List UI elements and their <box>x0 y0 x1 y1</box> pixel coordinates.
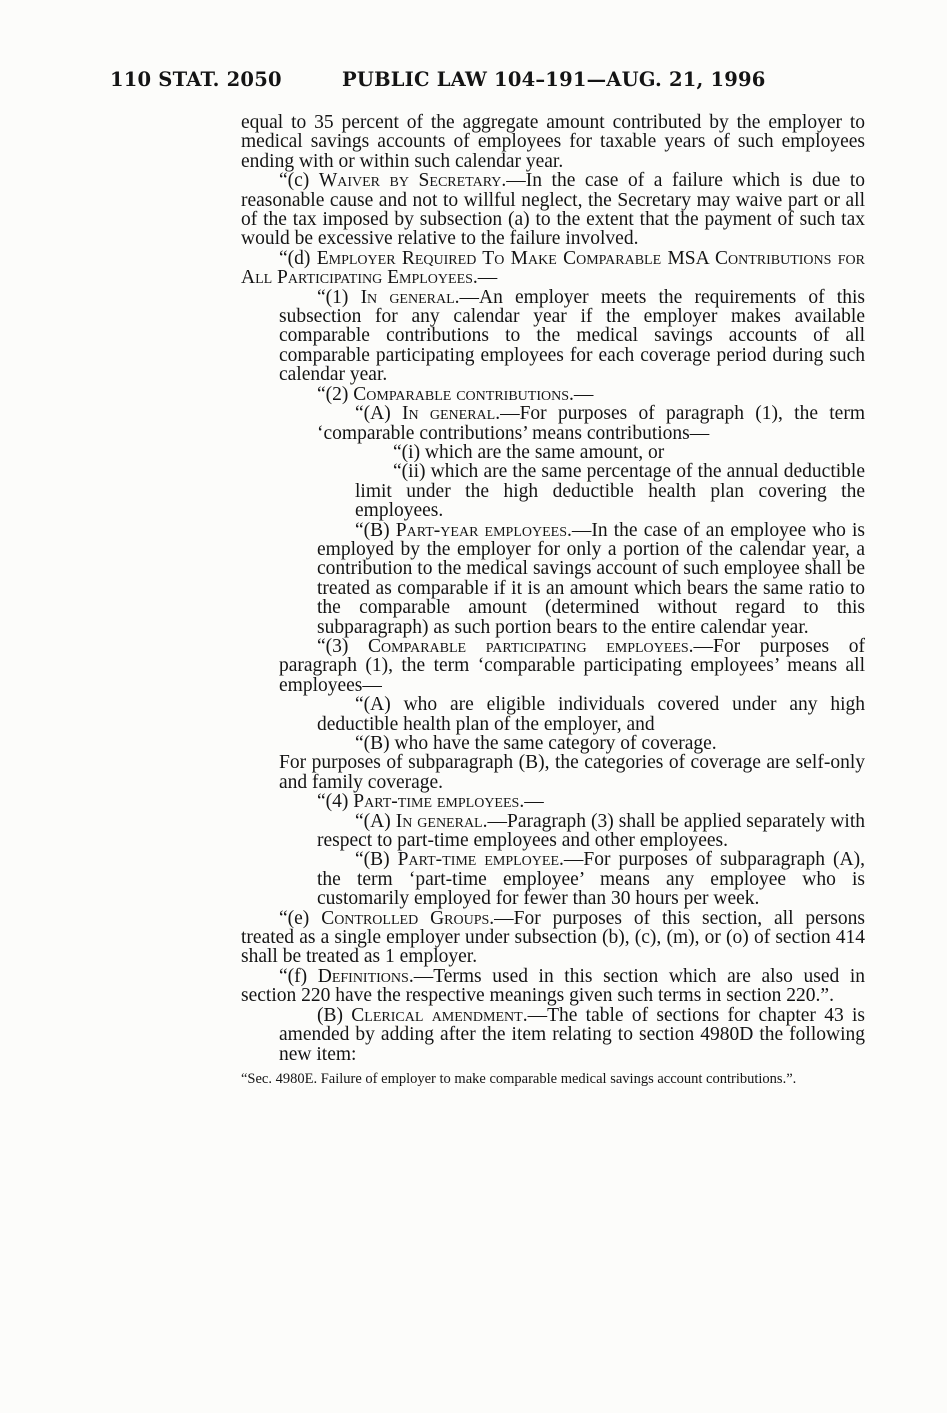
amendment-heading: Clerical amendment <box>351 1004 523 1026</box>
subsection-heading: Waiver by Secretary <box>318 170 502 192</box>
subsection-f: “(f) Definitions.—Terms used in this section which are also used in section 220 have the respective meanings given such terms in section 220.”. <box>241 965 866 1007</box>
paragraph-continuation: equal to 35 percent of the aggregate amount contributed by the employer to medical savings accounts of employees for taxable years of such employees ending with or within such calendar year. <box>241 112 865 172</box>
subparagraph-heading: Part-time employee <box>397 849 560 871</box>
subparagraph-d4B: “(B) Part-time employee.—For purposes of subparagraph (A), the term ‘part-time employee’ means any employee who is customarily employed for fewer than 30 hours per week. <box>317 849 865 910</box>
subparagraph-heading: Part-year employees <box>395 519 567 541</box>
paragraph-d1: “(1) In general.—An employer meets the requirements of this subsection for any calendar year if the employer makes available comparable contributions to the medical savings accounts of all comparable participating employees for each coverage period during such calendar year. <box>279 286 865 386</box>
subparagraph-d3A: “(A) who are eligible individuals covered under any high deductible health plan of the employer, and <box>317 694 865 735</box>
paragraph-heading: In general <box>360 286 455 308</box>
paragraph-heading: Comparable contributions <box>353 383 570 405</box>
clause-d2Ai: “(i) which are the same amount, or <box>393 441 665 463</box>
clerical-amendment: (B) Clerical amendment.—The table of sections for chapter 43 is amended by adding after the item relating to section 4980D the following new item: <box>279 1004 866 1065</box>
subparagraph-d2B: “(B) Part-year employees.—In the case of an employee who is employed by the employer for only a portion of the calendar year, a contribution to the medical savings account of such employee shall be treated as comparable if it is an amount which bears the same ratio to the comparable amount (determined without regard to this subparagraph) as such portion bears to the entire calendar year. <box>317 519 865 638</box>
paragraph-d2: “(2) Comparable contributions.— <box>317 383 594 405</box>
subsection-e: “(e) Controlled Groups.—For purposes of this section, all persons treated as a single employer under subsection (b), (c), (m), or (o) of section 414 shall be treated as 1 employer. <box>241 907 865 968</box>
paragraph-heading: Part-time employees <box>353 791 520 813</box>
subparagraph-heading: In general <box>395 810 483 832</box>
subsection-heading: Employer Required To Make Comparable MSA Contributions for All Participating Employees <box>241 247 865 289</box>
subsection-heading: Definitions <box>317 965 409 987</box>
clause-d2Aii: “(ii) which are the same percentage of the annual deductible limit under the high deductible health plan covering the employees. <box>355 461 865 522</box>
public-law-citation: PUBLIC LAW 104–191—AUG. 21, 1996 <box>342 68 766 91</box>
statute-page-number: 110 STAT. 2050 <box>110 68 282 91</box>
paragraph-d4: “(4) Part-time employees.— <box>317 791 544 813</box>
subparagraph-heading: In general <box>402 403 496 425</box>
subsection-c: “(c) Waiver by Secretary.—In the case of a failure which is due to reasonable cause and not to willful neglect, the Secretary may waive part or all of the tax imposed by subsection (a) to the extent that the payment of such tax would be excessive relative to the failure involved. <box>241 170 865 250</box>
subparagraph-d2A: “(A) In general.—For purposes of paragraph (1), the term ‘comparable contributions’ means contributions— <box>317 403 865 444</box>
subsection-heading: Controlled Groups <box>321 907 490 929</box>
paragraph-d3: “(3) Comparable participating employees.—For purposes of paragraph (1), the term ‘comparable participating employees’ means all employees— <box>279 635 865 696</box>
document-body <box>241 113 865 1102</box>
table-of-sections-item: “Sec. 4980E. Failure of employer to make comparable medical savings account contributions.”. <box>241 1070 797 1087</box>
subparagraph-d4A: “(A) In general.—Paragraph (3) shall be applied separately with respect to part-time employees and other employees. <box>317 810 865 852</box>
subparagraph-d3B: “(B) who have the same category of coverage. <box>355 733 717 754</box>
paragraph-heading: Comparable participating employees <box>368 635 689 657</box>
subsection-d: “(d) Employer Required To Make Comparable MSA Contributions for All Participating Employees.— <box>241 247 865 289</box>
paragraph-d3-tail: For purposes of subparagraph (B), the categories of coverage are self-only and family coverage. <box>279 752 865 793</box>
